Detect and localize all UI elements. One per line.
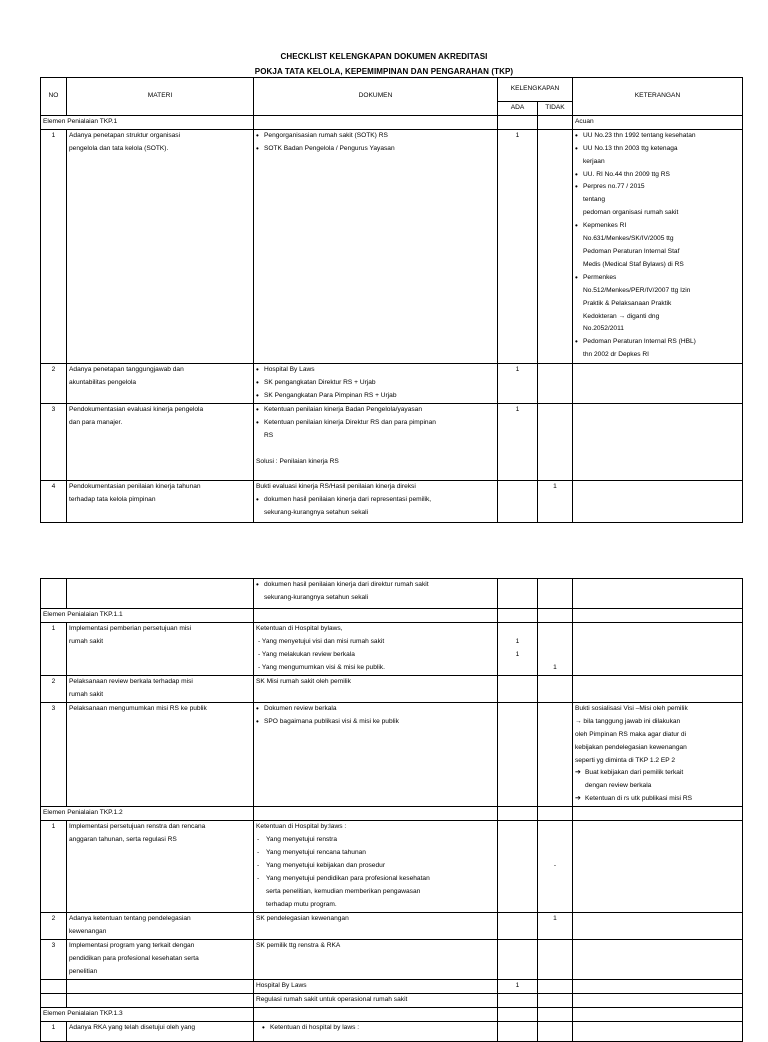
acuan-item: • UU No.23 thn 1992 tentang kesehatan [575, 130, 740, 143]
section-row [41, 1007, 743, 1021]
acuan-item: • Pedoman Peraturan Internal RS (HBL) thn 2002 dr Depkes RI [575, 336, 740, 362]
section-label: Elemen Penialaian TKP.1.3 [41, 1007, 254, 1021]
section-row [41, 609, 743, 623]
dokumen-item: • dokumen hasil penilaian kinerja dari direktur rumah sakit sekurang-kurangnya setahun sekali [256, 579, 495, 605]
dokumen-item: • Hospital By Laws [256, 364, 495, 377]
dokumen-cell: Hospital By Laws [254, 980, 498, 994]
table-row [41, 363, 743, 403]
materi-cell: Adanya ketentuan tentang pendelegasian kewenangan [67, 913, 254, 940]
section-label: Elemen Penialaian TKP.1 [41, 115, 254, 129]
dokumen-cell: SK Misi rumah sakit oleh pemilik [254, 675, 498, 702]
header-no: NO [41, 78, 67, 116]
header-materi: MATERI [67, 78, 254, 116]
dokumen-cell: Ketentuan di Hospital by:laws : - Yang menyetujui renstra - Yang menyetujui rencana tahunan - Yang menyetujui kebijakan dan prosedur - Yang menyetujui pendidikan para profesional kesehatan serta penelitian, kemudian memberikan pengawasan terhadap mutu program. [254, 821, 498, 913]
materi-cell [67, 129, 254, 363]
table-row [41, 579, 743, 609]
table-row [41, 675, 743, 702]
materi-cell: Pelaksanaan review berkala terhadap misi rumah sakit [67, 675, 254, 702]
materi-cell: Pelaksanaan mengumumkan misi RS ke publik [67, 702, 254, 806]
row-number: 1 [41, 129, 67, 363]
header-tidak: TIDAK [538, 102, 573, 116]
materi-cell: Implementasi pemberian persetujuan misi rumah sakit [67, 622, 254, 675]
dokumen-cell [254, 129, 498, 363]
row-number: 3 [41, 702, 67, 806]
dokumen-item: Bukti evaluasi kinerja RS/Hasil penilaian kinerja direksi [256, 482, 416, 490]
dokumen-cell: Regulasi rumah sakit untuk operasional rumah sakit [254, 993, 498, 1007]
header-row [41, 78, 743, 102]
table-row [41, 1021, 743, 1041]
table-row [41, 403, 743, 480]
dokumen-item: • SK pengangkatan Direktur RS + Urjab [256, 377, 495, 390]
dokumen-item: • SK Pengangkatan Para Pimpinan RS + Urjab [256, 390, 495, 403]
materi-cell: Implementasi program yang terkait dengan pendidikan para profesional kesehatan serta penelitian [67, 940, 254, 980]
table-row [41, 821, 743, 913]
dokumen-cell: • Dokumen review berkala • SPO bagaimana publikasi visi & misi ke publik [254, 702, 498, 806]
table-row [41, 940, 743, 980]
row-number: 2 [41, 675, 67, 702]
acuan-item: • UU. RI No.44 thn 2009 ttg RS [575, 169, 740, 182]
row-number: 1 [41, 622, 67, 675]
dokumen-cell [254, 579, 498, 609]
dokumen-cell: SK pemilik ttg renstra & RKA [254, 940, 498, 980]
dokumen-cell [254, 403, 498, 480]
section-label: Elemen Penialaian TKP.1.2 [41, 807, 254, 821]
row-number: 1 [41, 1021, 67, 1041]
row-number: 3 [41, 403, 67, 480]
row-number: 1 [41, 821, 67, 913]
dokumen-item: • SOTK Badan Pengelola / Pengurus Yayasan [256, 143, 495, 156]
document-subtitle: POKJA TATA KELOLA, KEPEMIMPINAN DAN PENGARAHAN (TKP) [254, 67, 514, 76]
ada-cell: 1 1 [498, 622, 538, 675]
row-number: 4 [41, 480, 67, 522]
document-title: CHECKLIST KELENGKAPAN DOKUMEN AKREDITASI [280, 52, 488, 61]
tidak-cell: 1 [538, 622, 573, 675]
ada-cell: 1 [498, 403, 538, 480]
dokumen-cell: SK pendelegasian kewenangan [254, 913, 498, 940]
ada-cell: 1 [498, 980, 538, 994]
acuan-item: • Kepmenkes RI No.631/Menkes/SK/IV/2005 ttg Pedoman Peraturan Internal Staf Medis (Medical Staf Bylaws) di RS [575, 220, 740, 272]
dokumen-item: • Ketentuan penilaian kinerja Direktur RS dan para pimpinan RS [256, 417, 495, 443]
ada-cell: 1 [498, 363, 538, 403]
dokumen-cell: • Ketentuan di hospital by laws : [254, 1021, 498, 1041]
table-row [41, 913, 743, 940]
checklist-table-page-2 [40, 578, 743, 1042]
ada-cell: 1 [498, 129, 538, 363]
row-number: 3 [41, 940, 67, 980]
row-number: 2 [41, 363, 67, 403]
header-kelengkapan: KELENGKAPAN [498, 78, 573, 102]
keterangan-cell: Bukti sosialisasi Visi –Misi oleh pemilik → bila tanggung jawab ini dilakukan oleh Pimpinan RS maka agar diatur di kebijakan pendelegasian kewenangan seperti yg diminta di TKP 1.2 EP 2 ➔ Buat kebijakan dari pemilik terkait dengan review berkala ➔ Ketentuan di rs utk publikasi misi RS [573, 702, 743, 806]
dokumen-cell [254, 363, 498, 403]
table-row [41, 702, 743, 806]
acuan-label: Acuan [573, 115, 743, 129]
table-row [41, 622, 743, 675]
materi-cell: Implementasi persetujuan renstra dan rencana anggaran tahunan, serta regulasi RS [67, 821, 254, 913]
row-number: 2 [41, 913, 67, 940]
dokumen-item: • Pengorganisasian rumah sakit (SOTK) RS [256, 130, 495, 143]
materi-line: Adanya penetapan struktur organisasi [69, 131, 181, 139]
materi-cell: Pendokumentasian evaluasi kinerja pengelola dan para manajer. [67, 403, 254, 480]
arrow-item: ➔ Ketentuan di rs utk publikasi misi RS [575, 793, 740, 806]
table-row [41, 980, 743, 994]
section-row [41, 807, 743, 821]
acuan-item: • UU No.13 thn 2003 ttg ketenaga kerjaan [575, 143, 740, 169]
arrow-item: ➔ Buat kebijakan dari pemilik terkait dengan review berkala [575, 767, 740, 793]
materi-cell: Adanya penetapan tanggungjawab dan akuntabilitas pengelola [67, 363, 254, 403]
tidak-cell: - [538, 821, 573, 913]
dokumen-cell [254, 480, 498, 522]
table-row [41, 993, 743, 1007]
dokumen-cell: Ketentuan di Hospital bylaws, - Yang menyetujui visi dan misi rumah sakit - Yang melakukan review berkala - Yang mengumumkan visi & misi ke publik. [254, 622, 498, 675]
tidak-cell: 1 [538, 913, 573, 940]
section-label: Elemen Penialaian TKP.1.1 [41, 609, 254, 623]
dokumen-item: • dokumen hasil penilaian kinerja dari representasi pemilik, sekurang-kurangnya setahun sekali [256, 494, 495, 520]
materi-line: pengelola dan tata kelola (SOTK). [69, 144, 169, 152]
materi-cell: Adanya RKA yang telah disetujui oleh yang [67, 1021, 254, 1041]
checklist-table-page-1 [40, 77, 743, 523]
dokumen-item: • Ketentuan penilaian kinerja Badan Pengelola/yayasan [256, 404, 495, 417]
materi-cell: Pendokumentasian penilaian kinerja tahunan terhadap tata kelola pimpinan [67, 480, 254, 522]
acuan-item: • Perpres no.77 / 2015 tentang pedoman organisasi rumah sakit [575, 181, 740, 220]
table-row [41, 480, 743, 522]
acuan-item: • Permenkes No.512/Menkes/PER/IV/2007 ttg Izin Praktik & Pelaksanaan Praktik Kedokteran → diganti dng No.2052/2011 [575, 272, 740, 337]
tidak-cell [538, 129, 573, 363]
header-dokumen: DOKUMEN [254, 78, 498, 116]
header-ada: ADA [498, 102, 538, 116]
solusi-text: Solusi : Penilaian kinerja RS [256, 457, 339, 465]
section-row [41, 115, 743, 129]
keterangan-cell [573, 129, 743, 363]
table-row [41, 129, 743, 363]
tidak-cell: 1 [538, 480, 573, 522]
header-keterangan: KETERANGAN [573, 78, 743, 116]
